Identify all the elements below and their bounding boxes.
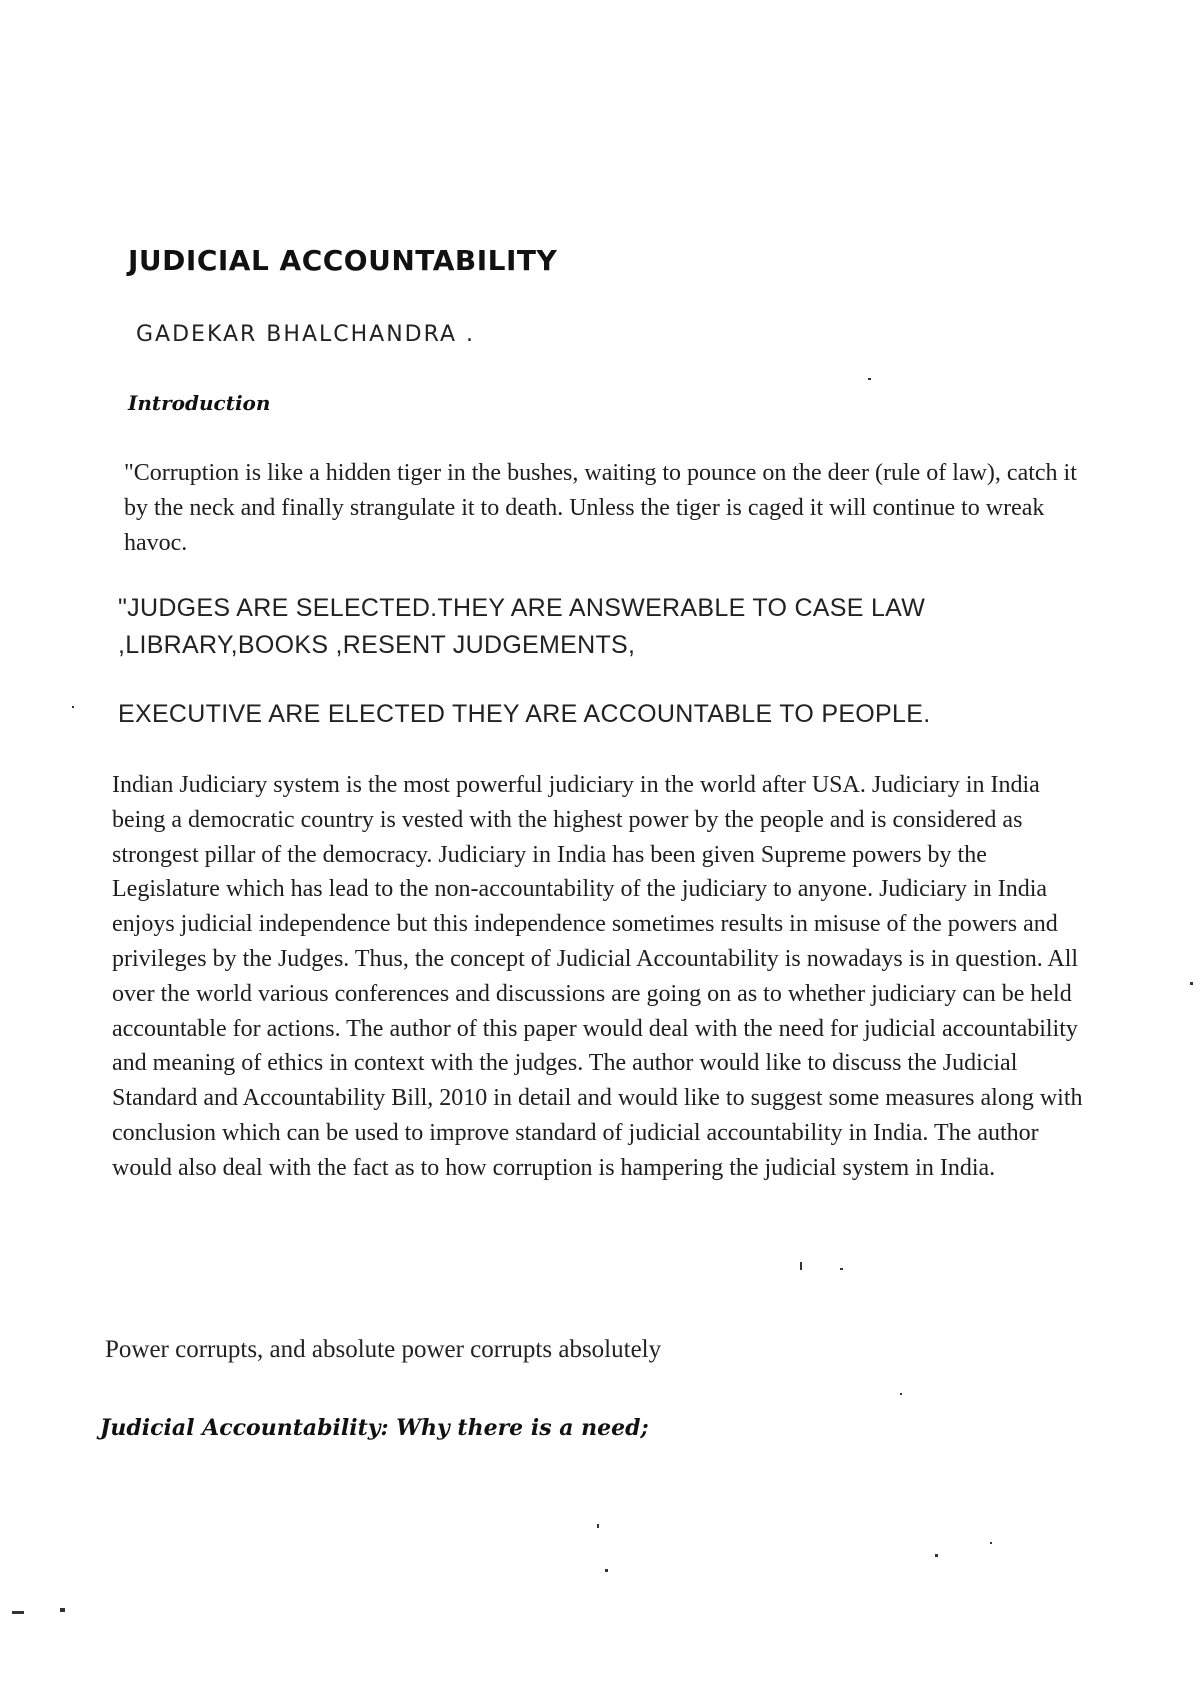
scan-speck — [72, 706, 74, 708]
scan-speck — [868, 378, 871, 380]
scan-speck — [935, 1554, 938, 1557]
document-title: JUDICIAL ACCOUNTABILITY — [128, 244, 558, 277]
introduction-paragraph: Indian Judiciary system is the most powerful judiciary in the world after USA. Judiciary in India being a democratic country is vested with the highest power by the people and is considered as strongest pillar of the democracy. Judiciary in India has been given Supreme powers by the Legislature which has lead to the non-accountability of the judiciary to anyone. Judiciary in India enjoys judicial independence but this independence sometimes results in misuse of the powers and privileges by the Judges. Thus, the concept of Judicial Accountability is nowadays is in question. All over the world various conferences and discussions are going on as to whether judiciary can be held accountable for actions. The author of this paper would deal with the need for judicial accountability and meaning of ethics in context with the judges. The author would like to discuss the Judicial Standard and Accountability Bill, 2010 in detail and would like to suggest some measures along with conclusion which can be used to improve standard of judicial accountability in India. The author would also deal with the fact as to how corruption is hampering the judicial system in India. — [112, 772, 1083, 1181]
executive-statement: EXECUTIVE ARE ELECTED THEY ARE ACCOUNTABLE TO PEOPLE. — [118, 700, 931, 728]
section-heading: Judicial Accountability: Why there is a need; — [100, 1415, 649, 1441]
judges-statement: "JUDGES ARE SELECTED.THEY ARE ANSWERABLE TO CASE LAW ,LIBRARY,BOOKS ,RESENT JUDGEMENTS, — [118, 594, 926, 659]
introduction-heading: Introduction — [128, 391, 271, 415]
scan-speck — [900, 1393, 902, 1395]
scan-speck — [840, 1268, 843, 1270]
scan-speck — [597, 1524, 599, 1528]
scan-speck — [990, 1542, 992, 1544]
power-maxim: Power corrupts, and absolute power corrupts absolutely — [105, 1336, 662, 1363]
scan-speck — [60, 1608, 65, 1612]
scan-speck — [605, 1569, 608, 1572]
scan-speck — [12, 1611, 24, 1614]
scan-speck — [800, 1262, 802, 1270]
author-name: GADEKAR BHALCHANDRA . — [136, 322, 476, 347]
scan-speck — [1190, 982, 1193, 985]
opening-quote: "Corruption is like a hidden tiger in the bushes, waiting to pounce on the deer (rule of law), catch it by the neck and finally strangulate it to death. Unless the tiger is caged it will continue to wreak havoc. — [124, 460, 1077, 556]
